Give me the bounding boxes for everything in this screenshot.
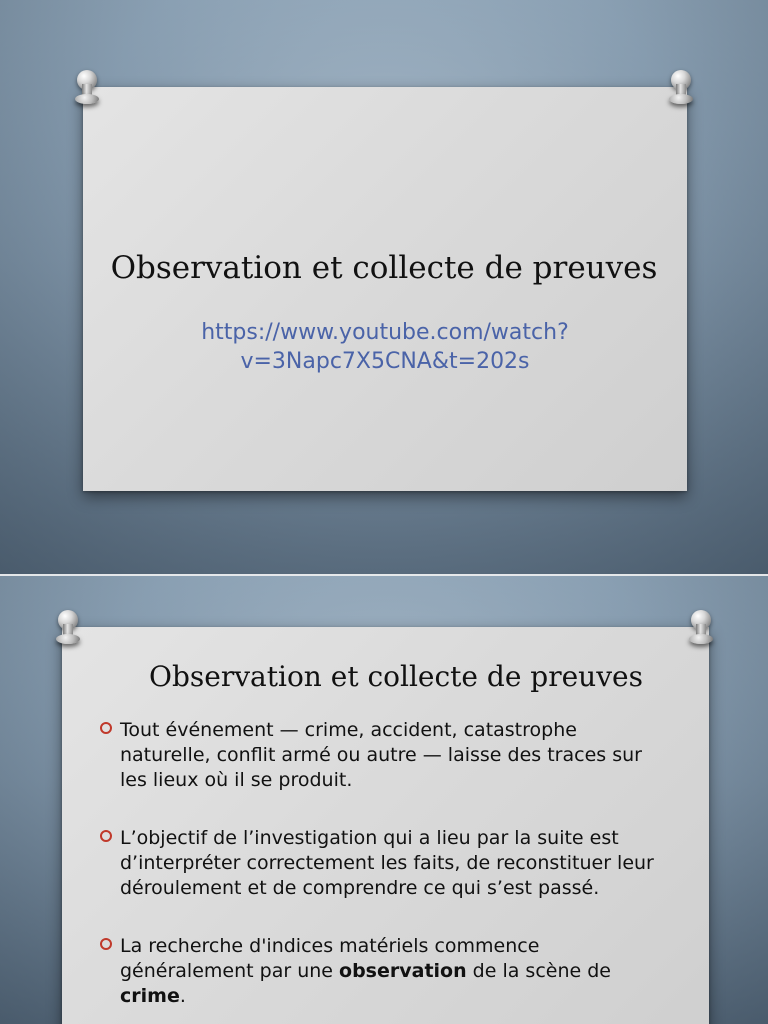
list-item bbox=[62, 826, 709, 901]
bullet-list bbox=[62, 718, 709, 1024]
bullet-text: L’objectif de l’investigation qui a lieu par la suite est d’interpréter correctement les faits, de reconstituer leur déroulement et de comprendre ce qui s’est passé. bbox=[120, 827, 654, 899]
push-pin-icon bbox=[74, 70, 100, 104]
bold-term: crime bbox=[120, 985, 180, 1007]
bullet-icon bbox=[100, 722, 112, 734]
push-pin-icon bbox=[55, 610, 81, 644]
push-pin-icon bbox=[688, 610, 714, 644]
title-card bbox=[83, 87, 687, 491]
list-item bbox=[62, 718, 709, 793]
bullet-text bbox=[120, 934, 669, 1009]
list-item bbox=[62, 934, 709, 1009]
bullet-icon bbox=[100, 938, 112, 950]
link-line-2[interactable]: v=3Napc7X5CNA&t=202s bbox=[240, 349, 530, 374]
bullet-text: Tout événement — crime, accident, catastrophe naturelle, conflit armé ou autre — laisse des traces sur les lieux où il se produit. bbox=[120, 719, 642, 791]
link-line-1[interactable]: https://www.youtube.com/watch? bbox=[201, 320, 569, 345]
bullet-text-part: . bbox=[179, 985, 186, 1007]
bullet-text-part: La recherche d'indices matériels commence généralement par une bbox=[120, 935, 540, 982]
push-pin-icon bbox=[668, 70, 694, 104]
bullet-text-part: de la scène de bbox=[466, 960, 611, 982]
slide-title: Observation et collecte de preuves bbox=[149, 660, 643, 693]
slide-2 bbox=[0, 576, 768, 1024]
bullet-icon bbox=[100, 830, 112, 842]
bold-term: observation bbox=[339, 960, 467, 982]
slide-title: Observation et collecte de preuves bbox=[110, 250, 658, 286]
youtube-link[interactable] bbox=[83, 318, 687, 376]
